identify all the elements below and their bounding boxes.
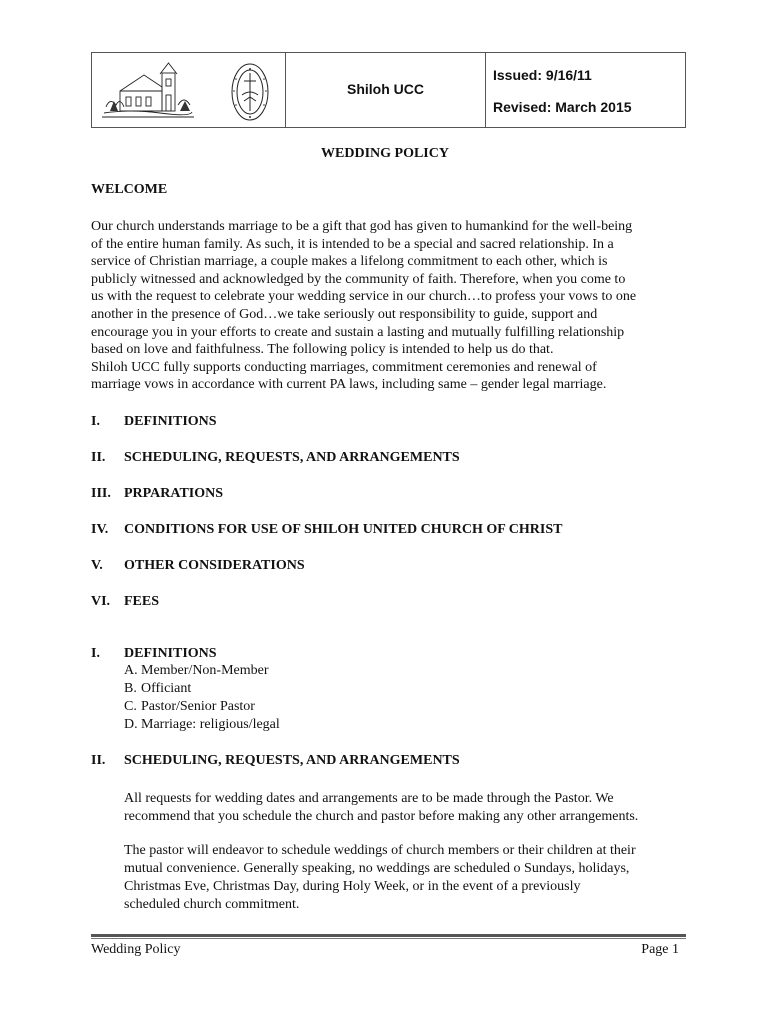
- paragraph-line: Christmas Eve, Christmas Day, during Holy Week, or in the event of a previously: [124, 879, 581, 894]
- toc-label: DEFINITIONS: [124, 414, 217, 429]
- welcome-paragraph: [91, 218, 686, 394]
- paragraph-line: scheduled church commitment.: [124, 897, 300, 912]
- issued-date: Issued: 9/16/11: [493, 67, 592, 83]
- toc-item: [91, 558, 691, 594]
- toc-label: CONDITIONS FOR USE OF SHILOH UNITED CHURCH OF CHRIST: [124, 522, 563, 537]
- list-letter: C.: [124, 699, 137, 714]
- list-item: [124, 680, 691, 698]
- org-name: Shiloh UCC: [347, 81, 424, 97]
- list-item: [124, 698, 691, 716]
- scheduling-paragraph-1: [124, 790, 684, 826]
- welcome-line: Our church understands marriage to be a gift that god has given to humankind for the well-being: [91, 219, 633, 234]
- section-heading: [91, 646, 691, 662]
- dates-cell: [486, 53, 685, 127]
- list-item: [124, 716, 691, 734]
- scheduling-paragraph-2: [124, 842, 684, 914]
- toc-number: V.: [91, 558, 103, 573]
- paragraph-line: recommend that you schedule the church and pastor before making any other arrangements.: [124, 809, 639, 824]
- org-name-cell: [286, 53, 486, 127]
- toc-number: VI.: [91, 594, 111, 609]
- toc-label: OTHER CONSIDERATIONS: [124, 558, 305, 573]
- welcome-line: us with the request to celebrate your wedding service in our church…to profess your vows to one: [91, 289, 637, 305]
- list-text: Pastor/Senior Pastor: [141, 699, 255, 714]
- welcome-line: based on love and faithfulness. The following policy is intended to help us do that.: [91, 342, 554, 358]
- toc-item: [91, 522, 691, 558]
- welcome-line: publicly witnessed and acknowledged by the community of faith. Therefore, when you come to: [91, 271, 626, 287]
- toc-label: FEES: [124, 594, 160, 609]
- welcome-line: Shiloh UCC fully supports conducting marriages, commitment ceremonies and renewal of: [91, 359, 597, 375]
- welcome-line: encourage you in your efforts to create and sustain a lasting and mutually fulfilling relationship: [91, 324, 625, 340]
- section-title: SCHEDULING, REQUESTS, AND ARRANGEMENTS: [124, 753, 460, 768]
- logo-cell: [92, 53, 286, 127]
- list-letter: D.: [124, 717, 138, 732]
- paragraph-line: All requests for wedding dates and arrangements are to be made through the Pastor. We: [124, 791, 614, 806]
- ucc-seal-icon: [228, 59, 272, 125]
- paragraph-line: mutual convenience. Generally speaking, no weddings are scheduled o Sundays, holidays,: [124, 861, 630, 876]
- footer-divider-thin: [91, 938, 686, 939]
- section-number: II.: [91, 753, 106, 768]
- section-scheduling: [91, 753, 691, 769]
- list-text: Marriage: religious/legal: [141, 717, 280, 732]
- toc-number: III.: [91, 486, 111, 501]
- toc-label: SCHEDULING, REQUESTS, AND ARRANGEMENTS: [124, 450, 460, 465]
- revised-date: Revised: March 2015: [493, 99, 632, 115]
- toc-label: PRPARATIONS: [124, 486, 224, 501]
- toc-item: [91, 594, 691, 630]
- document-title: WEDDING POLICY: [321, 146, 449, 161]
- list-letter: A.: [124, 663, 138, 678]
- list-text: Officiant: [141, 681, 192, 696]
- welcome-heading: WELCOME: [91, 182, 168, 197]
- welcome-line: marriage vows in accordance with current PA laws, including same – gender legal marriage.: [91, 377, 607, 393]
- footer-divider: [91, 934, 686, 937]
- welcome-line: another in the presence of God…we take seriously out responsibility to guide, support and: [91, 306, 598, 322]
- section-definitions: [91, 646, 691, 734]
- table-of-contents: [91, 414, 691, 630]
- toc-number: I.: [91, 414, 100, 429]
- welcome-line: service of Christian marriage, a couple makes a lifelong commitment to each other, which is: [91, 254, 608, 270]
- page-number: Page 1: [641, 942, 679, 957]
- section-number: I.: [91, 646, 100, 661]
- paragraph-line: The pastor will endeavor to schedule weddings of church members or their children at their: [124, 843, 636, 858]
- church-sketch-icon: [100, 61, 195, 121]
- toc-number: IV.: [91, 522, 109, 537]
- section-heading: [91, 753, 691, 769]
- definitions-list: [91, 662, 691, 734]
- toc-number: II.: [91, 450, 106, 465]
- toc-item: [91, 486, 691, 522]
- list-item: [124, 662, 691, 680]
- list-letter: B.: [124, 681, 137, 696]
- toc-item: [91, 414, 691, 450]
- section-title: DEFINITIONS: [124, 646, 217, 661]
- header-table: [91, 52, 686, 128]
- welcome-line: of the entire human family. As such, it is intended to be a special and sacred relationship. In a: [91, 236, 614, 252]
- footer-title: Wedding Policy: [91, 942, 181, 957]
- list-text: Member/Non-Member: [141, 663, 269, 678]
- toc-item: [91, 450, 691, 486]
